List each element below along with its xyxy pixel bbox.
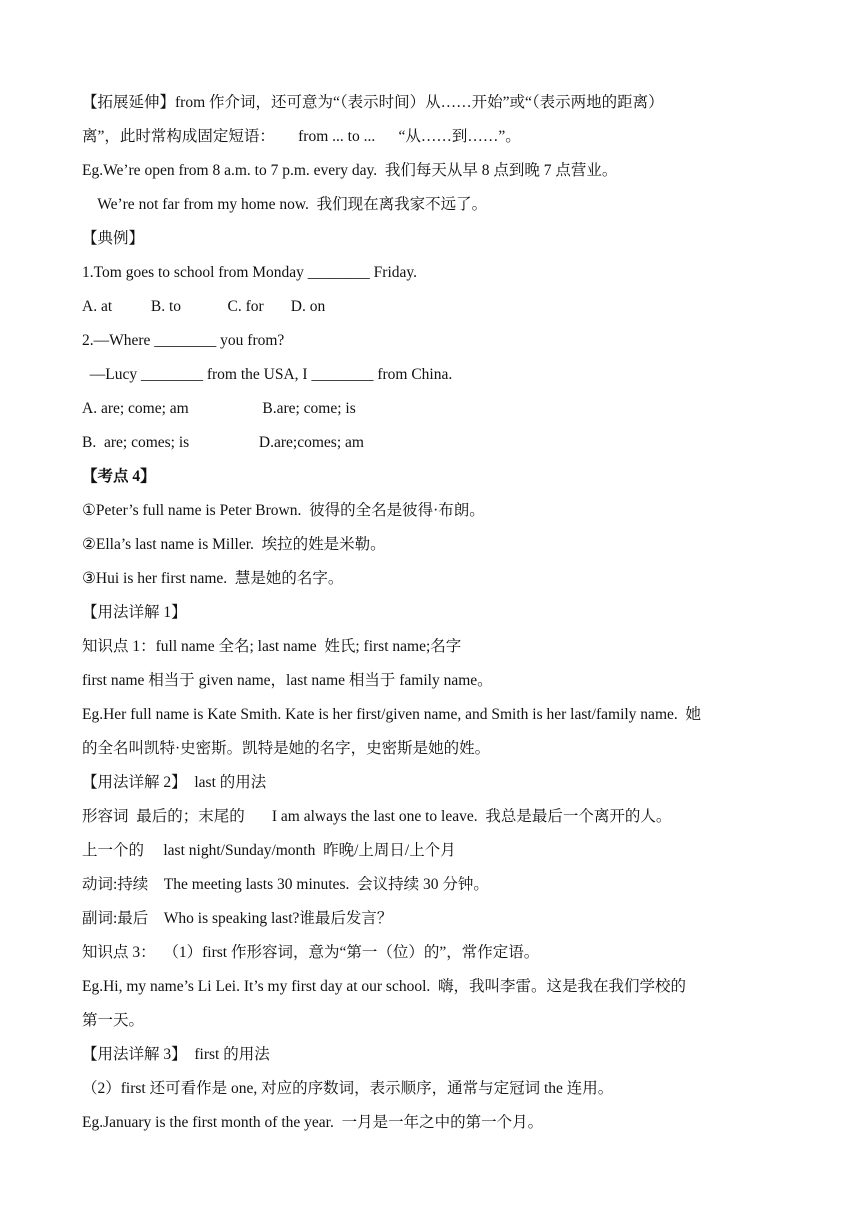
section-heading: 【典例】 bbox=[82, 230, 145, 247]
text-line: first name 相当于 given name，last name 相当于 family name。 bbox=[82, 672, 493, 689]
text-line: 形容词 最后的；末尾的 I am always the last one to leave. 我总是最后一个离开的人。 bbox=[82, 808, 672, 825]
text-line: ②Ella’s last name is Miller. 埃拉的姓是米勒。 bbox=[82, 536, 386, 553]
text-line: Eg.We’re open from 8 a.m. to 7 p.m. every day. 我们每天从早 8 点到晚 7 点营业。 bbox=[82, 162, 618, 179]
question-line: 1.Tom goes to school from Monday ________ Friday. bbox=[82, 264, 418, 281]
section-heading: 【用法详解 2】 last 的用法 bbox=[82, 774, 267, 791]
text-line: （2）first 还可看作是 one, 对应的序数词，表示顺序，通常与定冠词 the 连用。 bbox=[82, 1080, 614, 1097]
text-line: 【拓展延伸】from 作介词，还可意为“（表示时间）从……开始”或“（表示两地的距离） bbox=[82, 94, 664, 111]
question-line: 2.—Where ________ you from? bbox=[82, 332, 285, 349]
text-line: ①Peter’s full name is Peter Brown. 彼得的全名是彼得·布朗。 bbox=[82, 502, 485, 519]
section-heading: 【考点 4】 bbox=[82, 468, 156, 485]
text-line: 知识点 3： （1）first 作形容词，意为“第一（位）的”，常作定语。 bbox=[82, 944, 540, 961]
text-line: 上一个的 last night/Sunday/month 昨晚/上周日/上个月 bbox=[82, 842, 456, 859]
text-line: 动词:持续 The meeting lasts 30 minutes. 会议持续 30 分钟。 bbox=[82, 876, 489, 893]
text-line: Eg.January is the first month of the year. 一月是一年之中的第一个月。 bbox=[82, 1114, 544, 1131]
section-heading: 【用法详解 1】 bbox=[82, 604, 187, 621]
answer-options: A. are; come; am B.are; come; is bbox=[82, 400, 356, 417]
text-line: Eg.Her full name is Kate Smith. Kate is her first/given name, and Smith is her last/family name. 她 bbox=[82, 706, 702, 723]
answer-options: B. are; comes; is D.are;comes; am bbox=[82, 434, 364, 451]
text-line: 副词:最后 Who is speaking last?谁最后发言？ bbox=[82, 910, 393, 927]
text-line: Eg.Hi, my name’s Li Lei. It’s my first day at our school. 嗨，我叫李雷。这是我在我们学校的 bbox=[82, 978, 687, 995]
text-line: We’re not far from my home now. 我们现在离我家不远了。 bbox=[82, 196, 488, 213]
text-line: 第一天。 bbox=[82, 1012, 145, 1029]
section-heading: 【用法详解 3】 first 的用法 bbox=[82, 1046, 270, 1063]
question-line: —Lucy ________ from the USA, I ________ from China. bbox=[82, 366, 453, 383]
text-line: 离”，此时常构成固定短语： from ... to ... “从……到……”。 bbox=[82, 128, 521, 145]
text-line: 的全名叫凯特·史密斯。凯特是她的名字，史密斯是她的姓。 bbox=[82, 740, 491, 757]
text-line: ③Hui is her first name. 慧是她的名字。 bbox=[82, 570, 344, 587]
answer-options: A. at B. to C. for D. on bbox=[82, 298, 326, 315]
text-line: 知识点 1：full name 全名; last name 姓氏; first name;名字 bbox=[82, 638, 462, 655]
document-page bbox=[82, 86, 782, 1140]
